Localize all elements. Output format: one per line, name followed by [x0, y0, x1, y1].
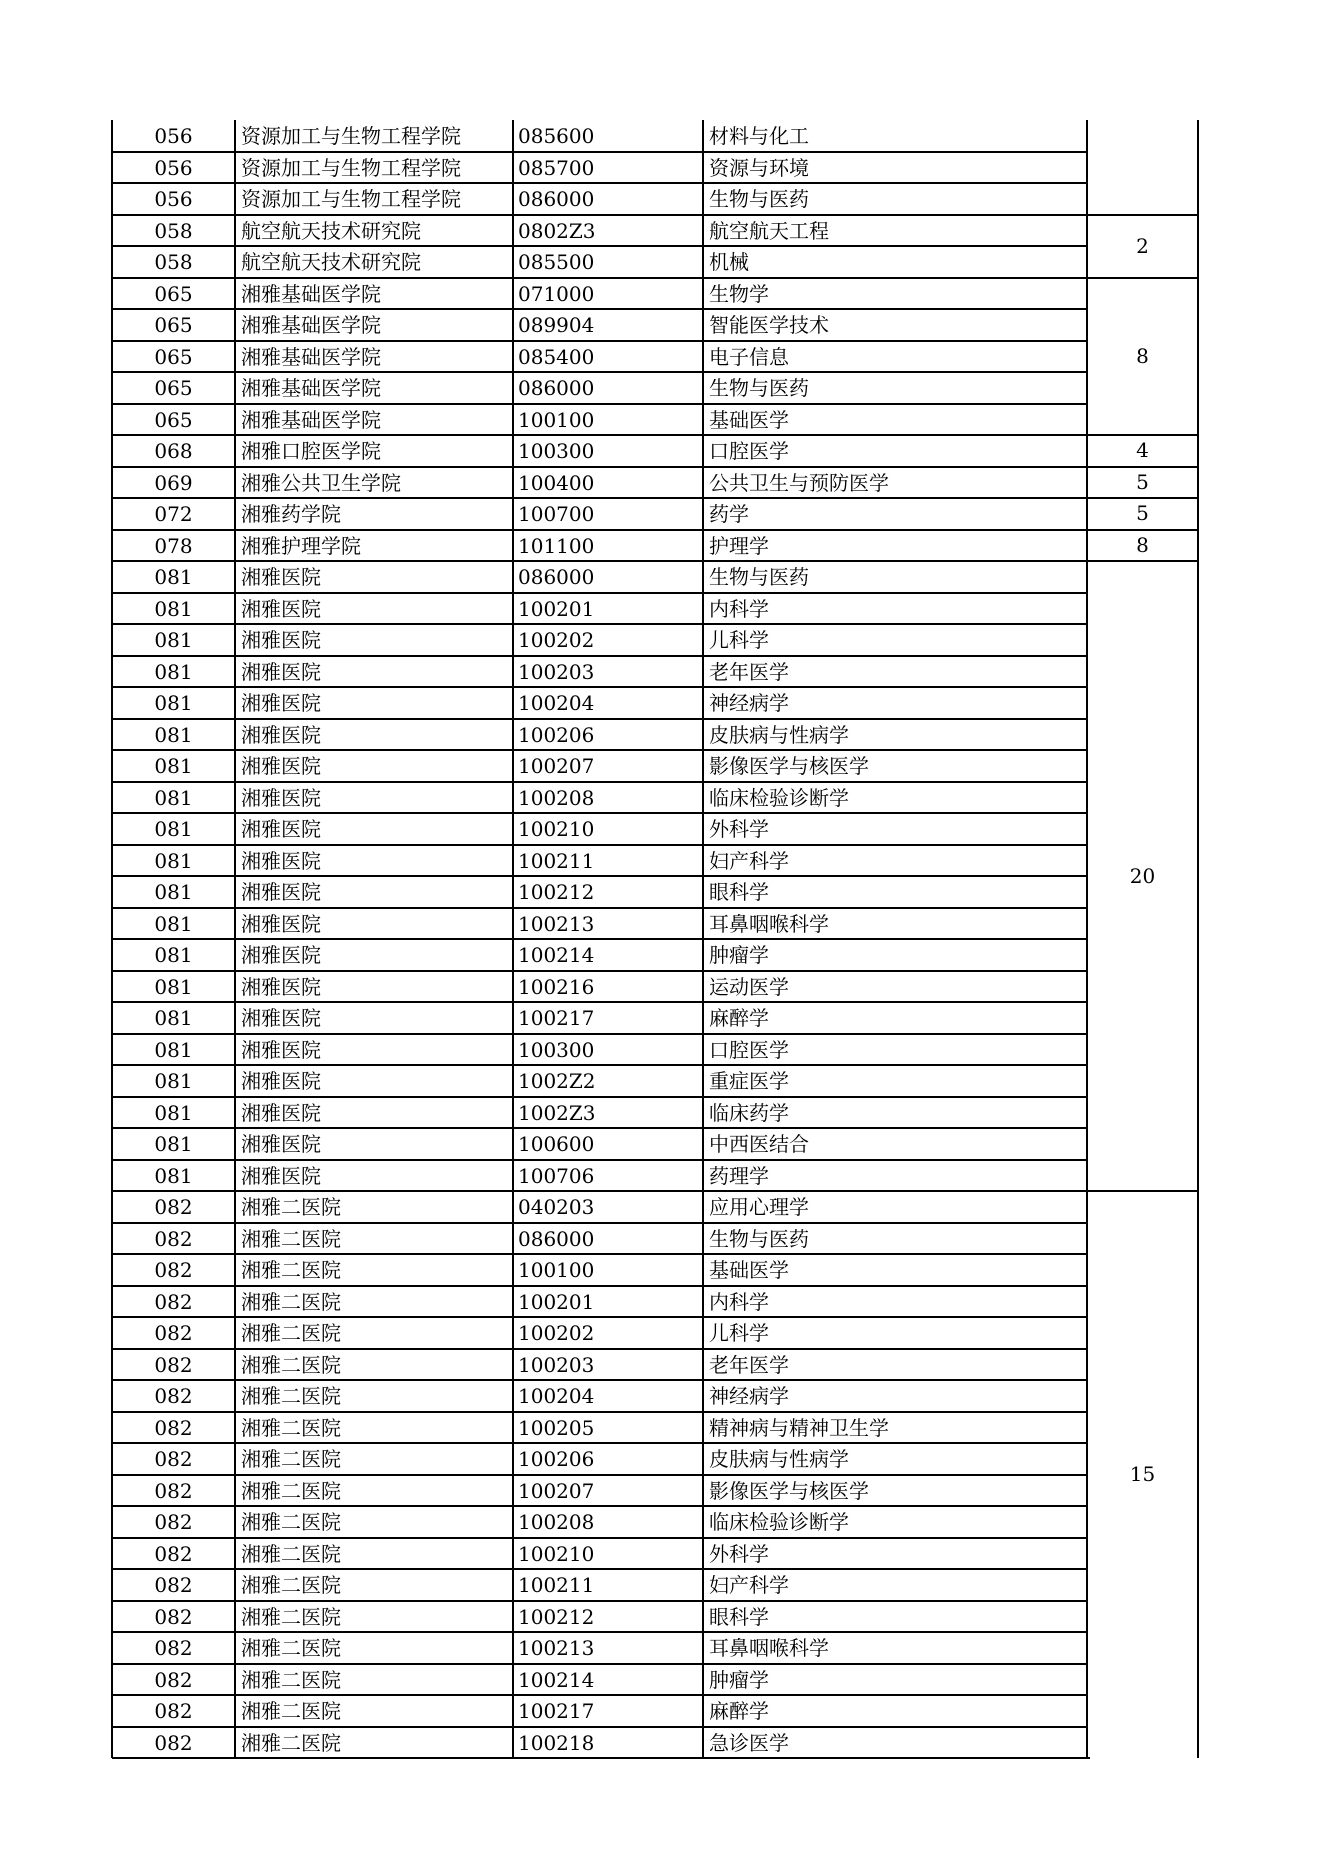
unit-code-cell: 081	[154, 1037, 193, 1062]
unit-name-cell: 湘雅二医院	[241, 1384, 341, 1408]
major-name-cell: 皮肤病与性病学	[709, 722, 849, 747]
major-code-cell: 101100	[518, 533, 595, 558]
unit-code-cell: 081	[154, 1163, 193, 1188]
major-name-cell: 外科学	[709, 1541, 769, 1566]
major-code-cell: 086000	[518, 376, 595, 400]
unit-code-cell: 065	[154, 344, 193, 369]
unit-name-cell: 湘雅二医院	[241, 1699, 341, 1723]
unit-name-cell: 湘雅医院	[241, 848, 321, 873]
unit-name-cell: 湘雅医院	[241, 1163, 321, 1188]
unit-name-cell: 湘雅二医院	[241, 1730, 341, 1755]
major-code-cell: 100216	[518, 974, 595, 999]
unit-code-cell: 065	[154, 281, 193, 306]
major-name-cell: 中西医结合	[709, 1132, 809, 1156]
table-rule	[1087, 214, 1199, 216]
unit-name-cell: 湘雅医院	[241, 911, 321, 936]
major-name-cell: 内科学	[709, 596, 769, 621]
unit-name-cell: 湘雅医院	[241, 1037, 321, 1062]
major-code-cell: 100600	[518, 1132, 595, 1156]
unit-name-cell: 湘雅二医院	[241, 1352, 341, 1377]
unit-code-cell: 081	[154, 785, 193, 810]
major-name-cell: 生物与医药	[709, 565, 809, 589]
major-code-cell: 100100	[518, 1258, 595, 1282]
major-code-cell: 085400	[518, 344, 595, 369]
major-name-cell: 临床检验诊断学	[709, 1510, 849, 1534]
major-code-cell: 0802Z3	[518, 218, 596, 243]
quota-cell: 15	[1129, 1462, 1156, 1486]
unit-name-cell: 湘雅基础医学院	[241, 376, 381, 400]
unit-name-cell: 湘雅二医院	[241, 1289, 341, 1314]
major-name-cell: 皮肤病与性病学	[709, 1447, 849, 1471]
unit-name-cell: 湘雅二医院	[241, 1636, 341, 1660]
unit-name-cell: 湘雅医院	[241, 1100, 321, 1125]
major-code-cell: 100706	[518, 1163, 595, 1188]
major-name-cell: 航空航天工程	[709, 218, 829, 243]
unit-code-cell: 078	[154, 533, 193, 558]
quota-cell: 5	[1136, 501, 1149, 526]
unit-code-cell: 082	[154, 1415, 193, 1440]
major-name-cell: 麻醉学	[709, 1006, 769, 1030]
table-rule	[1087, 1190, 1199, 1192]
unit-name-cell: 湘雅二医院	[241, 1321, 341, 1345]
unit-name-cell: 湘雅医院	[241, 943, 321, 967]
major-name-cell: 基础医学	[709, 407, 789, 432]
major-name-cell: 肿瘤学	[709, 943, 769, 967]
unit-code-cell: 081	[154, 754, 193, 778]
major-code-cell: 100700	[518, 502, 595, 526]
unit-code-cell: 081	[154, 943, 193, 967]
unit-code-cell: 082	[154, 1289, 193, 1314]
major-code-cell: 100202	[518, 1321, 595, 1345]
table-rule	[1087, 1757, 1090, 1759]
major-name-cell: 神经病学	[709, 691, 789, 715]
quota-cell: 8	[1136, 343, 1149, 368]
major-code-cell: 100214	[518, 943, 595, 967]
unit-code-cell: 081	[154, 722, 193, 747]
major-name-cell: 智能医学技术	[709, 313, 829, 337]
unit-code-cell: 082	[154, 1384, 193, 1408]
major-code-cell: 100207	[518, 1478, 595, 1503]
unit-name-cell: 湘雅基础医学院	[241, 407, 381, 432]
major-code-cell: 100201	[518, 596, 595, 621]
major-name-cell: 妇产科学	[709, 1573, 789, 1597]
major-code-cell: 086000	[518, 1226, 595, 1251]
unit-code-cell: 065	[154, 376, 193, 400]
unit-code-cell: 082	[154, 1510, 193, 1534]
major-name-cell: 电子信息	[709, 344, 789, 369]
major-name-cell: 外科学	[709, 817, 769, 841]
unit-name-cell: 航空航天技术研究院	[241, 250, 421, 274]
major-code-cell: 100217	[518, 1699, 595, 1723]
major-name-cell: 妇产科学	[709, 848, 789, 873]
unit-name-cell: 湘雅二医院	[241, 1226, 341, 1251]
major-name-cell: 材料与化工	[709, 124, 809, 148]
unit-name-cell: 资源加工与生物工程学院	[241, 187, 461, 211]
table-rule	[1087, 560, 1199, 562]
major-code-cell: 100213	[518, 911, 595, 936]
major-code-cell: 100300	[518, 439, 595, 463]
unit-name-cell: 湘雅二医院	[241, 1667, 341, 1692]
major-code-cell: 100203	[518, 659, 595, 684]
unit-code-cell: 058	[154, 218, 193, 243]
unit-code-cell: 081	[154, 848, 193, 873]
major-name-cell: 口腔医学	[709, 439, 789, 463]
major-code-cell: 085700	[518, 155, 595, 180]
quota-cell: 5	[1136, 469, 1149, 494]
unit-code-cell: 082	[154, 1226, 193, 1251]
major-code-cell: 100210	[518, 817, 595, 841]
major-name-cell: 临床药学	[709, 1100, 789, 1125]
major-name-cell: 急诊医学	[709, 1730, 789, 1755]
unit-name-cell: 湘雅二医院	[241, 1447, 341, 1471]
major-name-cell: 耳鼻咽喉科学	[709, 911, 829, 936]
major-code-cell: 086000	[518, 187, 595, 211]
major-code-cell: 100204	[518, 1384, 595, 1408]
unit-name-cell: 湘雅二医院	[241, 1573, 341, 1597]
unit-name-cell: 资源加工与生物工程学院	[241, 155, 461, 180]
unit-name-cell: 湘雅二医院	[241, 1415, 341, 1440]
major-name-cell: 基础医学	[709, 1258, 789, 1282]
major-name-cell: 机械	[709, 250, 749, 274]
unit-code-cell: 056	[154, 155, 193, 180]
major-code-cell: 100212	[518, 880, 595, 904]
unit-name-cell: 湘雅药学院	[241, 502, 341, 526]
unit-name-cell: 湘雅基础医学院	[241, 281, 381, 306]
unit-name-cell: 湘雅二医院	[241, 1541, 341, 1566]
major-name-cell: 影像医学与核医学	[709, 754, 869, 778]
unit-code-cell: 081	[154, 974, 193, 999]
major-name-cell: 重症医学	[709, 1069, 789, 1093]
major-name-cell: 生物与医药	[709, 187, 809, 211]
major-name-cell: 口腔医学	[709, 1037, 789, 1062]
unit-name-cell: 湘雅医院	[241, 722, 321, 747]
unit-code-cell: 081	[154, 565, 193, 589]
major-code-cell: 085600	[518, 124, 595, 148]
major-code-cell: 100204	[518, 691, 595, 715]
major-name-cell: 精神病与精神卫生学	[709, 1415, 889, 1440]
unit-code-cell: 081	[154, 596, 193, 621]
unit-code-cell: 081	[154, 1132, 193, 1156]
major-name-cell: 麻醉学	[709, 1699, 769, 1723]
major-name-cell: 药学	[709, 502, 749, 526]
unit-code-cell: 068	[154, 439, 193, 463]
major-name-cell: 资源与环境	[709, 155, 809, 180]
major-code-cell: 100210	[518, 1541, 595, 1566]
major-name-cell: 影像医学与核医学	[709, 1478, 869, 1503]
major-name-cell: 公共卫生与预防医学	[709, 470, 889, 495]
major-code-cell: 100205	[518, 1415, 595, 1440]
major-code-cell: 100208	[518, 785, 595, 810]
major-name-cell: 儿科学	[709, 1321, 769, 1345]
major-name-cell: 护理学	[709, 533, 769, 558]
major-name-cell: 神经病学	[709, 1384, 789, 1408]
unit-code-cell: 082	[154, 1258, 193, 1282]
major-code-cell: 100203	[518, 1352, 595, 1377]
major-code-cell: 071000	[518, 281, 595, 306]
major-code-cell: 100211	[518, 848, 595, 873]
unit-code-cell: 081	[154, 817, 193, 841]
major-code-cell: 100217	[518, 1006, 595, 1030]
quota-cell: 2	[1136, 233, 1149, 258]
unit-code-cell: 082	[154, 1730, 193, 1755]
quota-cell	[1087, 152, 1198, 183]
unit-name-cell: 湘雅基础医学院	[241, 344, 381, 369]
unit-name-cell: 湘雅公共卫生学院	[241, 470, 401, 495]
major-code-cell: 100218	[518, 1730, 595, 1755]
unit-name-cell: 湘雅医院	[241, 880, 321, 904]
unit-name-cell: 湘雅医院	[241, 817, 321, 841]
major-code-cell: 100207	[518, 754, 595, 778]
major-code-cell: 100206	[518, 722, 595, 747]
major-name-cell: 生物学	[709, 281, 769, 306]
major-code-cell: 040203	[518, 1195, 595, 1219]
unit-name-cell: 湘雅医院	[241, 565, 321, 589]
unit-name-cell: 湘雅二医院	[241, 1510, 341, 1534]
unit-name-cell: 湘雅医院	[241, 754, 321, 778]
unit-code-cell: 082	[154, 1195, 193, 1219]
major-name-cell: 眼科学	[709, 1604, 769, 1629]
unit-name-cell: 湘雅口腔医学院	[241, 439, 381, 463]
unit-name-cell: 湘雅二医院	[241, 1258, 341, 1282]
unit-code-cell: 065	[154, 313, 193, 337]
unit-code-cell: 081	[154, 691, 193, 715]
major-code-cell: 100400	[518, 470, 595, 495]
unit-code-cell: 081	[154, 1006, 193, 1030]
unit-code-cell: 065	[154, 407, 193, 432]
unit-name-cell: 资源加工与生物工程学院	[241, 124, 461, 148]
major-name-cell: 临床检验诊断学	[709, 785, 849, 810]
major-name-cell: 老年医学	[709, 659, 789, 684]
major-name-cell: 老年医学	[709, 1352, 789, 1377]
major-code-cell: 100212	[518, 1604, 595, 1629]
unit-code-cell: 082	[154, 1447, 193, 1471]
unit-code-cell: 082	[154, 1573, 193, 1597]
major-code-cell: 100206	[518, 1447, 595, 1471]
major-code-cell: 100202	[518, 628, 595, 652]
unit-code-cell: 082	[154, 1636, 193, 1660]
unit-name-cell: 湘雅医院	[241, 1006, 321, 1030]
unit-code-cell: 081	[154, 628, 193, 652]
unit-code-cell: 082	[154, 1321, 193, 1345]
quota-cell: 20	[1129, 863, 1156, 888]
unit-code-cell: 069	[154, 470, 193, 495]
quota-cell: 4	[1136, 438, 1149, 463]
unit-name-cell: 湘雅二医院	[241, 1604, 341, 1629]
unit-code-cell: 081	[154, 1069, 193, 1093]
unit-name-cell: 航空航天技术研究院	[241, 218, 421, 243]
unit-code-cell: 081	[154, 659, 193, 684]
unit-name-cell: 湘雅医院	[241, 628, 321, 652]
major-code-cell: 100211	[518, 1573, 595, 1597]
unit-name-cell: 湘雅医院	[241, 974, 321, 999]
major-name-cell: 应用心理学	[709, 1195, 809, 1219]
unit-name-cell: 湘雅基础医学院	[241, 313, 381, 337]
unit-code-cell: 081	[154, 911, 193, 936]
unit-name-cell: 湘雅医院	[241, 659, 321, 684]
unit-code-cell: 072	[154, 502, 193, 526]
unit-code-cell: 056	[154, 124, 193, 148]
major-name-cell: 药理学	[709, 1163, 769, 1188]
unit-name-cell: 湘雅医院	[241, 691, 321, 715]
major-name-cell: 内科学	[709, 1289, 769, 1314]
major-name-cell: 眼科学	[709, 880, 769, 904]
major-code-cell: 100213	[518, 1636, 595, 1660]
major-name-cell: 生物与医药	[709, 376, 809, 400]
major-code-cell: 100214	[518, 1667, 595, 1692]
unit-code-cell: 082	[154, 1541, 193, 1566]
unit-code-cell: 082	[154, 1699, 193, 1723]
quota-cell: 8	[1136, 532, 1149, 557]
major-code-cell: 100201	[518, 1289, 595, 1314]
major-name-cell: 运动医学	[709, 974, 789, 999]
major-code-cell: 086000	[518, 565, 595, 589]
unit-code-cell: 081	[154, 880, 193, 904]
table-rule	[1087, 277, 1199, 279]
unit-name-cell: 湘雅医院	[241, 596, 321, 621]
major-code-cell: 085500	[518, 250, 595, 274]
major-code-cell: 1002Z3	[518, 1100, 596, 1125]
major-name-cell: 儿科学	[709, 628, 769, 652]
major-name-cell: 生物与医药	[709, 1226, 809, 1251]
unit-code-cell: 082	[154, 1352, 193, 1377]
major-name-cell: 肿瘤学	[709, 1667, 769, 1692]
unit-name-cell: 湘雅二医院	[241, 1195, 341, 1219]
unit-code-cell: 081	[154, 1100, 193, 1125]
unit-name-cell: 湘雅医院	[241, 1132, 321, 1156]
major-code-cell: 100100	[518, 407, 595, 432]
unit-code-cell: 082	[154, 1667, 193, 1692]
unit-code-cell: 082	[154, 1478, 193, 1503]
unit-name-cell: 湘雅医院	[241, 1069, 321, 1093]
major-code-cell: 089904	[518, 313, 595, 337]
unit-code-cell: 082	[154, 1604, 193, 1629]
unit-code-cell: 058	[154, 250, 193, 274]
unit-name-cell: 湘雅医院	[241, 785, 321, 810]
unit-code-cell: 056	[154, 187, 193, 211]
unit-name-cell: 湘雅二医院	[241, 1478, 341, 1503]
unit-name-cell: 湘雅护理学院	[241, 533, 361, 558]
major-code-cell: 1002Z2	[518, 1069, 596, 1093]
major-code-cell: 100300	[518, 1037, 595, 1062]
major-code-cell: 100208	[518, 1510, 595, 1534]
major-name-cell: 耳鼻咽喉科学	[709, 1636, 829, 1660]
